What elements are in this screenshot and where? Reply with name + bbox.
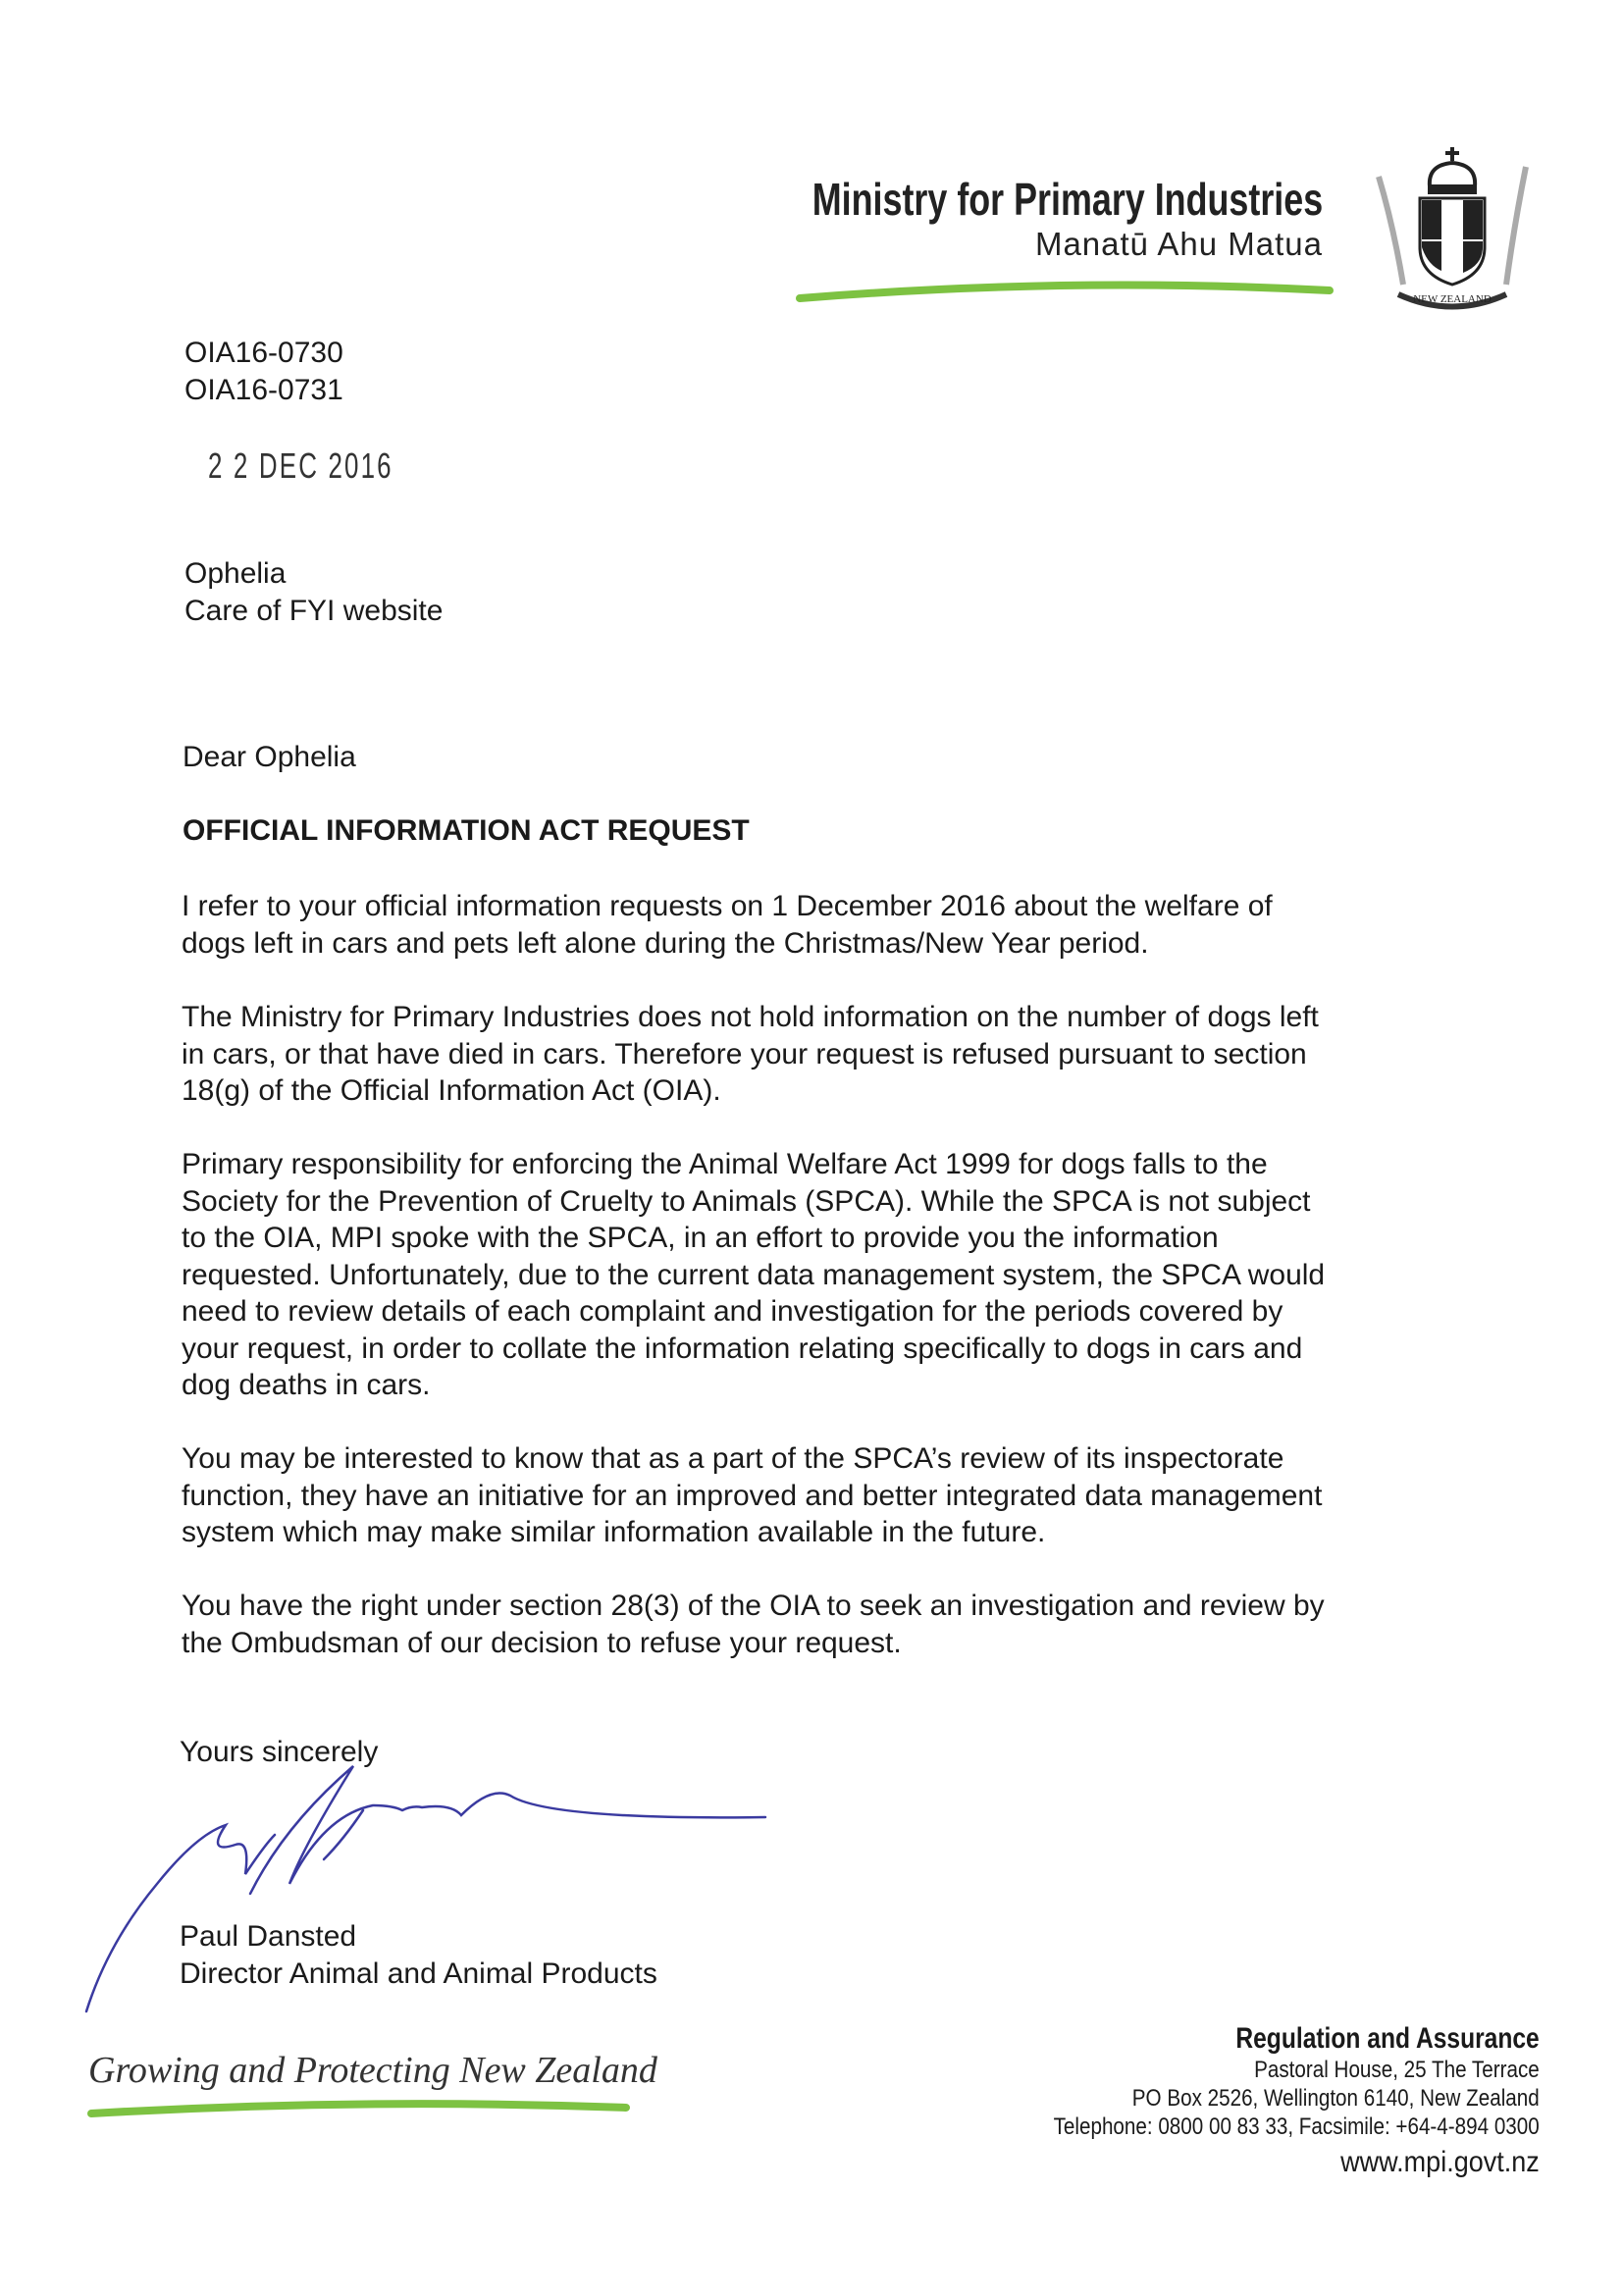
text-line: I refer to your official information requests on 1 December 2016 about the welfare of (182, 890, 1273, 922)
recipient-address (184, 555, 443, 629)
signer-block (180, 1918, 657, 1992)
text-line: in cars, or that have died in cars. Therefore your request is refused pursuant to section (182, 1037, 1307, 1070)
footer-contact (974, 2022, 1540, 2182)
tagline-green-swoosh (86, 2098, 636, 2119)
text-line: dogs left in cars and pets left alone during the Christmas/New Year period. (182, 926, 1149, 960)
reference-number: OIA16-0731 (184, 373, 343, 406)
paragraph-1 (182, 888, 1273, 962)
footer-department: Regulation and Assurance (1235, 2022, 1540, 2055)
nz-coat-of-arms-icon (1359, 137, 1545, 319)
text-line: to the OIA, MPI spoke with the SPCA, in an effort to provide you the information (182, 1222, 1219, 1254)
text-line: Society for the Prevention of Cruelty to Animals (SPCA). While the SPCA is not subject (182, 1184, 1311, 1218)
footer-address-line: Pastoral House, 25 The Terrace (1254, 2057, 1540, 2083)
closing: Yours sincerely (180, 1736, 379, 1768)
reference-number: OIA16-0730 (184, 337, 343, 369)
text-line: 18(g) of the Official Information Act (OIA). (182, 1074, 721, 1107)
footer-website-link[interactable]: www.mpi.govt.nz (1340, 2146, 1540, 2178)
paragraph-4 (182, 1440, 1322, 1551)
paragraph-5 (182, 1588, 1325, 1661)
tagline: Growing and Protecting New Zealand (88, 2050, 657, 2091)
green-swoosh-logo (795, 275, 1335, 304)
org-name: Ministry for Primary Industries (812, 174, 1323, 225)
reference-numbers (184, 335, 343, 408)
org-name-maori: Manatū Ahu Matua (1034, 226, 1323, 262)
text-line: system which may make similar information available in the future. (182, 1516, 1046, 1548)
text-line: You have the right under section 28(3) of the OIA to seek an investigation and review by (182, 1590, 1325, 1622)
signer-name: Paul Dansted (180, 1920, 357, 1953)
signer-title: Director Animal and Animal Products (180, 1957, 657, 1990)
date-stamp: 2 2 DEC 2016 (208, 445, 393, 486)
salutation: Dear Ophelia (183, 741, 356, 773)
text-line: need to review details of each complaint and investigation for the periods covered by (182, 1295, 1283, 1328)
paragraph-2 (182, 999, 1319, 1110)
text-line: You may be interested to know that as a part of the SPCA’s review of its inspectorate (182, 1442, 1284, 1475)
text-line: Primary responsibility for enforcing the Animal Welfare Act 1999 for dogs falls to the (182, 1148, 1268, 1180)
text-line: your request, in order to collate the information relating specifically to dogs in cars and (182, 1331, 1303, 1365)
text-line: The Ministry for Primary Industries does not hold information on the number of dogs left (182, 1001, 1319, 1033)
paragraph-3 (182, 1146, 1325, 1404)
crest-text: NEW ZEALAND (1413, 293, 1492, 305)
text-line: dog deaths in cars. (182, 1369, 431, 1401)
footer-address-line: Telephone: 0800 00 83 33, Facsimile: +64-4-894 0300 (1053, 2113, 1540, 2140)
text-line: function, they have an initiative for an improved and better integrated data management (182, 1479, 1323, 1512)
footer-address-line: PO Box 2526, Wellington 6140, New Zealand (1132, 2085, 1540, 2112)
recipient-care-of: Care of FYI website (184, 594, 444, 627)
recipient-name: Ophelia (184, 557, 287, 590)
letter-heading: OFFICIAL INFORMATION ACT REQUEST (183, 814, 750, 847)
text-line: requested. Unfortunately, due to the current data management system, the SPCA would (182, 1258, 1326, 1291)
text-line: the Ombudsman of our decision to refuse your request. (182, 1626, 902, 1659)
